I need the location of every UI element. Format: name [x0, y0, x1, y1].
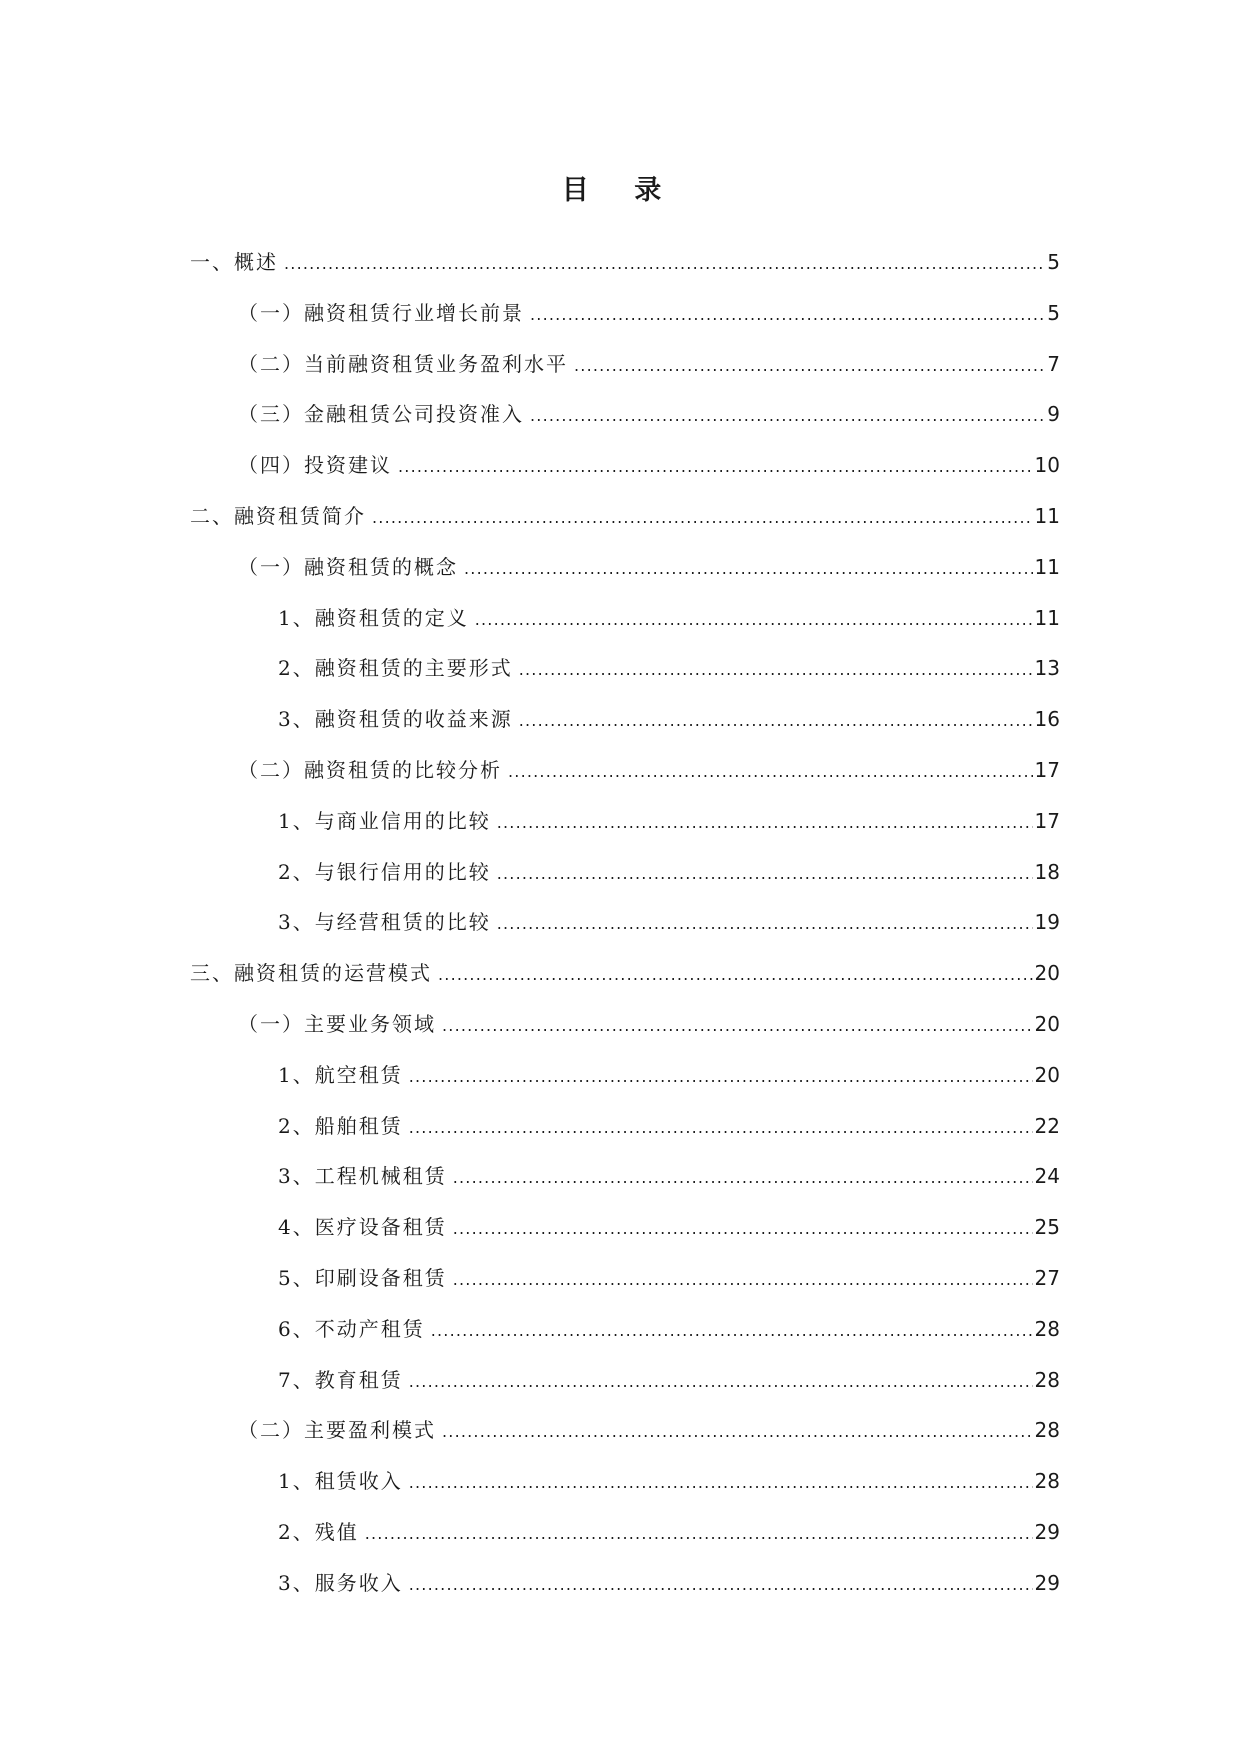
toc-entry[interactable] — [190, 1414, 1060, 1465]
toc-entry-text: 1、租赁收入 — [278, 1469, 403, 1494]
dot-leader — [409, 1114, 1033, 1138]
dot-leader — [530, 402, 1045, 426]
toc-entry-text: 2、与银行信用的比较 — [278, 859, 491, 884]
dot-leader — [409, 1469, 1033, 1493]
dot-leader — [438, 961, 1033, 985]
toc-entry-text: 2、融资租赁的主要形式 — [278, 656, 513, 681]
toc-entry[interactable] — [190, 1008, 1060, 1059]
toc-entry[interactable] — [190, 1516, 1060, 1567]
toc-page-number: 19 — [1034, 910, 1060, 935]
toc-entry-text: 3、与经营租赁的比较 — [278, 910, 491, 935]
toc-entry-text: 3、融资租赁的收益来源 — [278, 707, 513, 732]
toc-entry[interactable] — [190, 1364, 1060, 1415]
toc-page-number: 28 — [1034, 1367, 1060, 1392]
toc-entry-text: （一）融资租赁的概念 — [238, 554, 458, 579]
toc-entry-text: （四）投资建议 — [238, 453, 392, 478]
dot-leader — [519, 707, 1033, 731]
dot-leader — [453, 1164, 1033, 1188]
toc-entry-text: 2、残值 — [278, 1519, 359, 1544]
toc-entry[interactable] — [190, 805, 1060, 856]
toc-entry[interactable] — [190, 602, 1060, 653]
dot-leader — [497, 809, 1033, 833]
toc-page-number: 29 — [1034, 1570, 1060, 1595]
toc-page-number: 17 — [1034, 808, 1060, 833]
dot-leader — [453, 1266, 1033, 1290]
toc-entry-text: 3、工程机械租赁 — [278, 1164, 447, 1189]
dot-leader — [431, 1317, 1033, 1341]
toc-page-number: 28 — [1034, 1316, 1060, 1341]
toc-entry-text: 3、服务收入 — [278, 1570, 403, 1595]
dot-leader — [453, 1215, 1033, 1239]
dot-leader — [464, 555, 1033, 579]
dot-leader — [442, 1418, 1033, 1442]
dot-leader — [442, 1012, 1033, 1036]
toc-entry[interactable] — [190, 1465, 1060, 1516]
dot-leader — [398, 453, 1033, 477]
toc-page-number: 18 — [1034, 859, 1060, 884]
toc-page-number: 20 — [1034, 1062, 1060, 1087]
toc-entry-text: 二、融资租赁简介 — [190, 503, 366, 528]
toc-entry[interactable] — [190, 652, 1060, 703]
toc-entry-text: （二）融资租赁的比较分析 — [238, 757, 502, 782]
toc-entry[interactable] — [190, 906, 1060, 957]
toc-entry[interactable] — [190, 348, 1060, 399]
toc-entry-text: 三、融资租赁的运营模式 — [190, 961, 432, 986]
dot-leader — [409, 1063, 1033, 1087]
dot-leader — [574, 352, 1045, 376]
toc-entry[interactable] — [190, 1059, 1060, 1110]
toc-entry[interactable] — [190, 1211, 1060, 1262]
toc-entry[interactable] — [190, 551, 1060, 602]
toc-entry-text: 1、航空租赁 — [278, 1062, 403, 1087]
toc-entry-text: 4、医疗设备租赁 — [278, 1215, 447, 1240]
toc-entry-text: 1、融资租赁的定义 — [278, 605, 469, 630]
toc-entry[interactable] — [190, 500, 1060, 551]
dot-leader — [497, 860, 1033, 884]
toc-entry-text: 6、不动产租赁 — [278, 1316, 425, 1341]
toc-page-number: 24 — [1034, 1164, 1060, 1189]
toc-entry-text: （一）主要业务领域 — [238, 1011, 436, 1036]
toc-entry-text: 5、印刷设备租赁 — [278, 1265, 447, 1290]
toc-page-number: 29 — [1034, 1519, 1060, 1544]
dot-leader — [409, 1368, 1033, 1392]
toc-title: 目 录 — [561, 175, 680, 206]
toc-page-number: 11 — [1034, 605, 1060, 630]
toc-page-number: 5 — [1047, 300, 1060, 325]
toc-entry-text: （二）当前融资租赁业务盈利水平 — [238, 351, 568, 376]
toc-entry-text: （三）金融租赁公司投资准入 — [238, 402, 524, 427]
toc-page-number: 22 — [1034, 1113, 1060, 1138]
toc-page-number: 16 — [1034, 707, 1060, 732]
toc-page-number: 17 — [1034, 757, 1060, 782]
dot-leader — [365, 1520, 1033, 1544]
toc-entry[interactable] — [190, 1567, 1060, 1618]
toc-entry-text: 2、船舶租赁 — [278, 1113, 403, 1138]
toc-entry-text: （二）主要盈利模式 — [238, 1418, 436, 1443]
toc-entry-text: 7、教育租赁 — [278, 1367, 403, 1392]
toc-entry[interactable] — [190, 398, 1060, 449]
dot-leader — [519, 656, 1033, 680]
toc-entry[interactable] — [190, 1110, 1060, 1161]
toc-page-number: 20 — [1034, 1011, 1060, 1036]
toc-entry-text: （一）融资租赁行业增长前景 — [238, 300, 524, 325]
toc-page-number: 20 — [1034, 961, 1060, 986]
toc-entry[interactable] — [190, 297, 1060, 348]
toc-entry[interactable] — [190, 1313, 1060, 1364]
toc-entry[interactable] — [190, 449, 1060, 500]
toc-entry-text: 1、与商业信用的比较 — [278, 808, 491, 833]
toc-page-number: 28 — [1034, 1418, 1060, 1443]
dot-leader — [372, 504, 1033, 528]
toc-page-number: 9 — [1047, 402, 1060, 427]
toc-page-number: 11 — [1034, 554, 1060, 579]
toc-page-number: 11 — [1034, 503, 1060, 528]
toc-page-number: 5 — [1047, 250, 1060, 274]
toc-entry[interactable] — [190, 754, 1060, 805]
dot-leader — [530, 301, 1045, 325]
dot-leader — [409, 1571, 1033, 1595]
dot-leader — [497, 910, 1033, 934]
toc-entry[interactable] — [190, 856, 1060, 907]
dot-leader — [284, 250, 1045, 274]
toc-page-number: 28 — [1034, 1469, 1060, 1494]
toc-page-number: 10 — [1034, 453, 1060, 478]
dot-leader — [475, 606, 1033, 630]
toc-page-number: 13 — [1034, 656, 1060, 681]
toc-page-number: 7 — [1047, 351, 1060, 376]
toc-page-number: 25 — [1034, 1215, 1060, 1240]
toc-entry[interactable] — [190, 957, 1060, 1008]
toc-entry-text: 一、概述 — [190, 250, 278, 274]
toc-entry[interactable] — [190, 1160, 1060, 1211]
table-of-contents — [190, 246, 1060, 1618]
toc-entry[interactable] — [190, 1262, 1060, 1313]
toc-page-number: 27 — [1034, 1265, 1060, 1290]
toc-entry[interactable] — [190, 246, 1060, 297]
dot-leader — [508, 758, 1033, 782]
toc-entry[interactable] — [190, 703, 1060, 754]
